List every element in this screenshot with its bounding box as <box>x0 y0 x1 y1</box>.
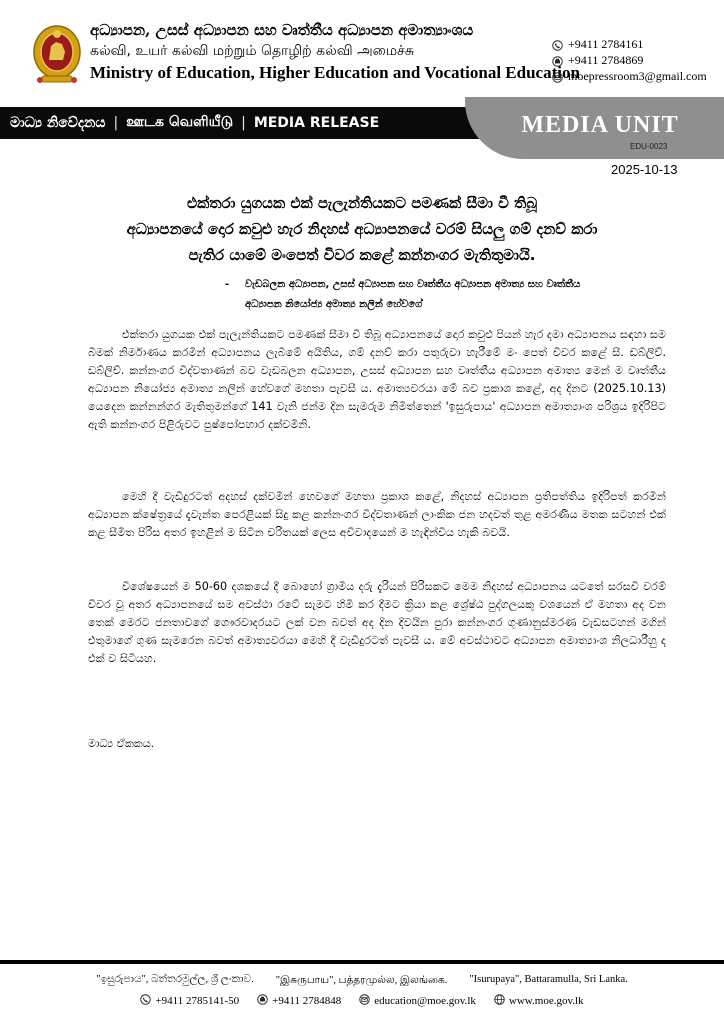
fax-icon <box>257 994 268 1008</box>
footer-address-tamil: "இசுருபாய", பத்தரமுல்ல, இலங்கை. <box>275 975 448 986</box>
footer-phone-1: +9411 2785141-50 <box>155 995 240 1007</box>
email-icon <box>359 994 370 1008</box>
headline-line-2: අධ්‍යාපනයේ දොර කවුළු හැර නිදහස් අධ්‍යාපනයේ වරම් සියලු ගම් දනව් කරා <box>126 220 598 238</box>
footer-email[interactable]: education@moe.gov.lk <box>374 995 476 1007</box>
globe-icon <box>494 994 505 1008</box>
fax-icon <box>552 55 563 66</box>
phone-icon <box>140 994 151 1008</box>
body-paragraph-1: එක්තරා යුගයක එක් පැලැන්තියකට පමණක් සීමා වී තිබූ අධ්‍යාපනයේ දොර කවුළු පියන් හැර දමා අධ්‍යාපනය සඳහා සම බිමක් නිර්මාණය කරමින් අධ්‍යාපනය ලැබීමේ අයිතිය, ගම් දනව් කරා පතුරුවා හැරීමේ මං පෙත් විවර කළේ සී. ඩබ්ලිව්. ඩබ්ලිව්. කන්නංගර විද්වතාණන් බව වැඩබලන අධ්‍යාපන, උසස් අධ්‍යාපන සහ වෘත්තීය අධ්‍යාපන අමාත්‍ය මෙන් ම වෘත්තීය අධ්‍යාපන නියෝජ්‍ය අමාත්‍ය නලින් හේවගේ මහතා පැවසී ය. අමාත්‍යවරයා මේ බව ප්‍රකාශ කළේ, අද දිනට (2025.10.13) යෙදෙන කන්නන්ගර මැතිතුමන්ගේ 141 වැනි ජන්ම දින සැමරුම නිමිත්තෙන් 'ඉසුරුපාය' අධ්‍යාපන අමාත්‍යාංශ පරිශ්‍රය ඉදිරිපිට ඇති කන්නංගර පිළිරුවට පුෂ්පෝපහාර දක්වමිනි. <box>88 328 666 431</box>
footer-address-english: "Isurupaya", Battaramulla, Sri Lanka. <box>469 974 628 985</box>
byline-line-1: වැඩබලන අධ්‍යාපන, උසස් අධ්‍යාපන සහ වෘත්තීය අධ්‍යාපන අමාත්‍ය සහ වෘත්තීය <box>245 279 581 290</box>
header-phone-2: +9411 2784869 <box>568 53 644 67</box>
media-unit-title: MEDIA UNIT <box>521 112 679 138</box>
phone-icon <box>552 39 563 50</box>
ministry-name-tamil: கல்வி, உயர் கல்வி மற்றும் தொழிற் கல்வி அமைச்சு <box>90 43 415 59</box>
byline-line-2: අධ්‍යාපන නියෝජ්‍ය අමාත්‍ය නලින් හේවගේ <box>245 299 423 310</box>
banner-label-english: MEDIA RELEASE <box>253 115 380 131</box>
header-contacts <box>552 36 707 84</box>
body-paragraph-3: විශේෂයෙන් ම 50-60 දශකයේ දී බොහෝ ග්‍රාමීය දරු දැරියන් පිරිසකට මෙම නිදහස් අධ්‍යාපනය යටතේ සරසවි වරම් විවර වූ අතර අධ්‍යාපනයේ සම අවස්ථා රටේ සැමට හිමි කර දීමට ක්‍රියා කළ ශ්‍රේෂ්ඨ පුද්ගලයකු වශයෙන් ඒ මහතා අද වන තෙක් මෙරට ජනතාවගේ ගෞරවාදරයට ලක් වන බවත් අද දින දිවයින පුරා කන්නංගර ගුණානුස්මරණ වැඩසටහන් මගින් එතුමාගේ ගුණ සැමරෙන බවත් අමාත්‍යවරයා මෙහි දී වැඩිදුරටත් පැවසී ය. මේ අවස්ථාවට අධ්‍යාපන අමාත්‍යාංශ නිලධාරීහු ද එක් ව සිටියහ. <box>88 580 666 665</box>
footer-contacts <box>0 994 724 1008</box>
footer-address-sinhala: "ඉසුරුපාය", බත්තරමුල්ල, ශ්‍රී ලංකාව. <box>96 974 254 985</box>
header-email[interactable]: moepressroom3@gmail.com <box>568 69 707 83</box>
body-paragraph-2: මෙහි දී වැඩිදුරටත් අදහස් දක්වමින් හෙවගේ මහතා ප්‍රකාශ කළේ, නිදහස් අධ්‍යාපන ප්‍රතිපත්තිය ඉදිරිපත් කරමින් අධ්‍යාපන ක්ෂේත්‍රයේ දැවැන්ත පෙරළියක් සිදු කළ කන්නංගර විද්වතාණන් ලාංකික ජන හදවත් තුළ අමරණීය මතක සටහන් එක් කළ සීමිත පිරිස අතර ඉහළින් ම සිටින චරිතයක් ලෙස අවිවාදයෙන් ම හැඳින්විය හැකි බවයි. <box>88 490 666 539</box>
divider: | <box>241 115 246 131</box>
email-icon <box>552 71 563 82</box>
signoff: මාධ්‍ය ඒකකය. <box>88 737 155 750</box>
header-phone-1: +9411 2784161 <box>568 37 644 51</box>
sri-lanka-emblem-icon <box>32 22 82 88</box>
letterhead <box>0 0 724 98</box>
headline-line-1: එක්තරා යුගයක එක් පැලැන්තියකට පමණක් සීමා වී තිබූ <box>186 194 538 212</box>
banner-label-sinhala: මාධ්‍ය නිවේදනය <box>10 115 106 131</box>
ministry-name-english: Ministry of Education, Higher Education and Vocational Education <box>90 63 580 82</box>
release-code: EDU-0023 <box>630 142 668 151</box>
footer-divider <box>0 960 724 964</box>
release-date: 2025-10-13 <box>611 162 678 177</box>
footer-phone-2: +9411 2784848 <box>272 995 342 1007</box>
banner-label-tamil: ஊடக வெளியீடு <box>126 114 234 130</box>
footer-address <box>0 974 724 987</box>
footer-website[interactable]: www.moe.gov.lk <box>508 995 584 1007</box>
release-headline <box>60 190 664 268</box>
byline-dash: - <box>225 279 230 290</box>
divider: | <box>113 115 119 131</box>
ministry-name-sinhala: අධ්‍යාපන, උසස් අධ්‍යාපන සහ වෘත්තීය අධ්‍යාපන අමාත්‍යාංශය <box>90 21 474 39</box>
headline-line-3: පැතිර යාමේ මංපෙත් විවර කළේ කන්නංගර මැතිතුමායි. <box>188 246 536 264</box>
